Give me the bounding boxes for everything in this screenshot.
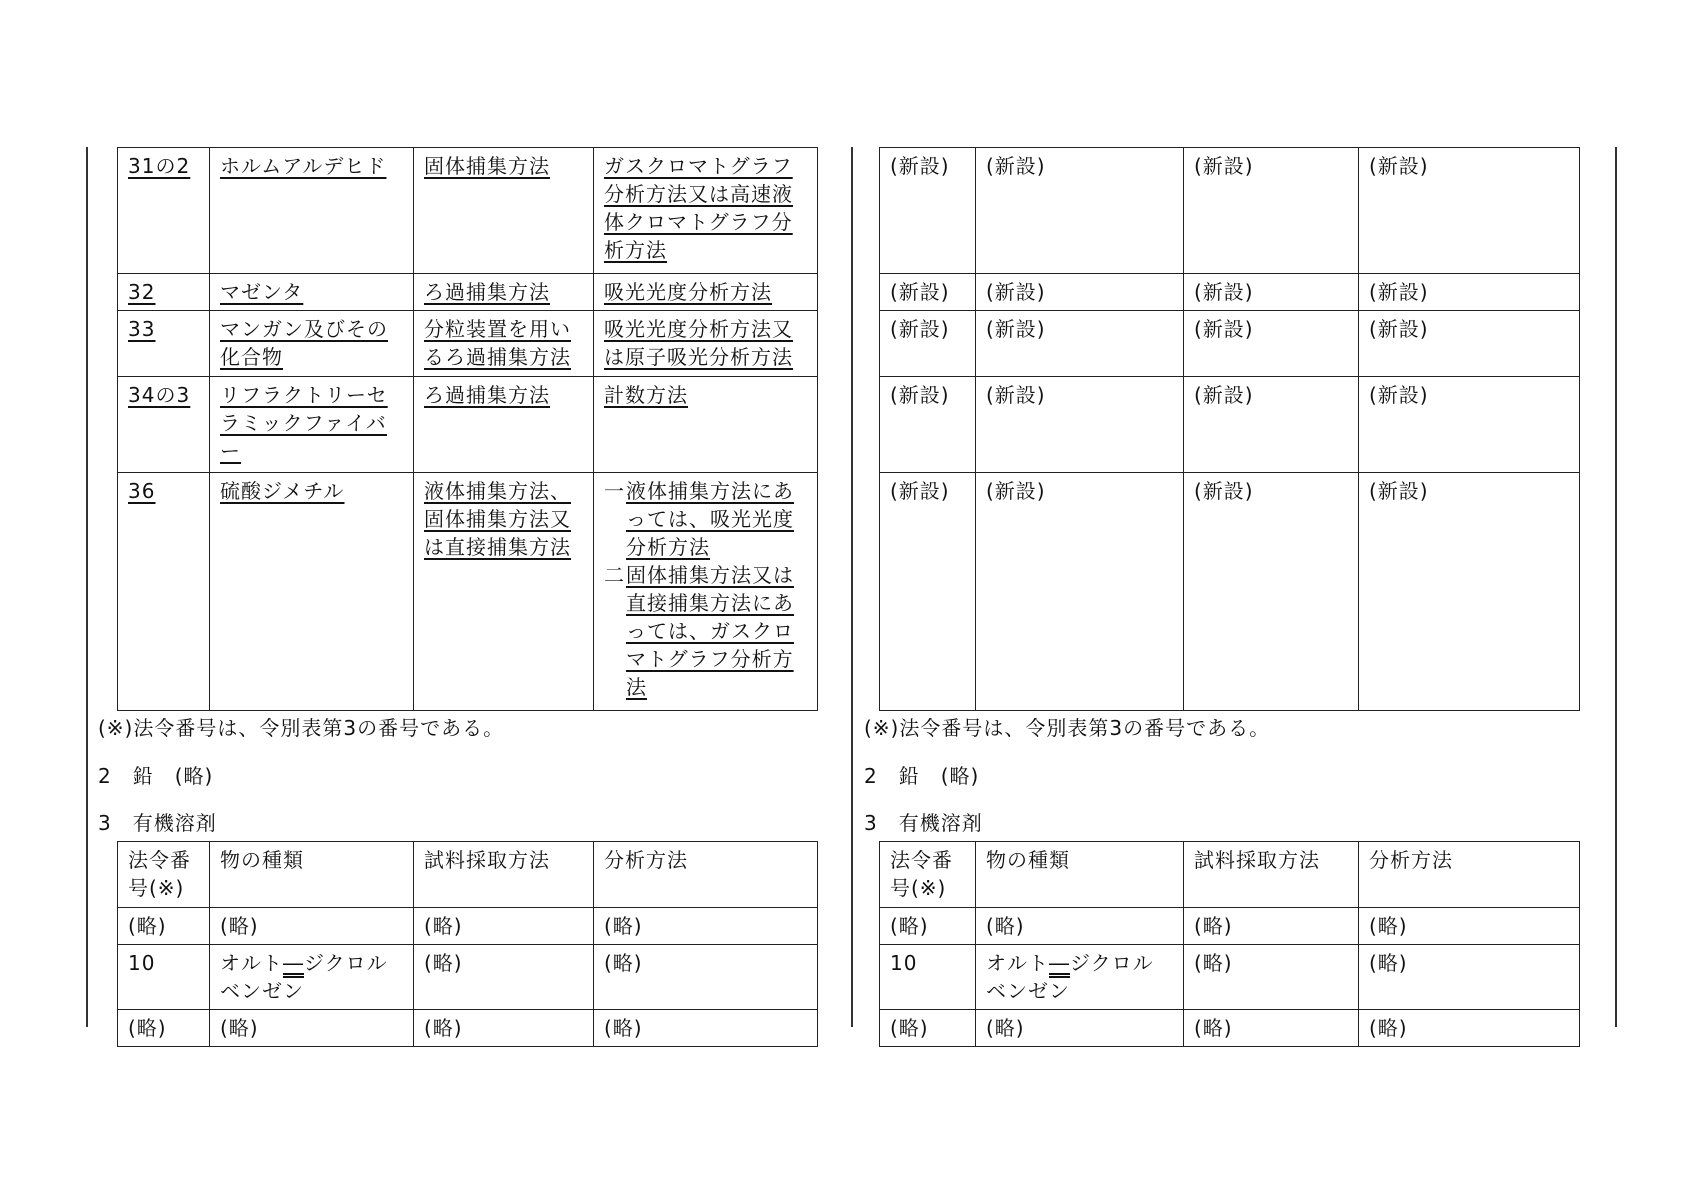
cell-new: (新設): [1184, 377, 1359, 473]
analysis-method: (略): [1359, 1010, 1580, 1047]
table-row: [880, 473, 1580, 711]
analysis-method: 吸光光度分析方法又は原子吸光分析方法: [604, 317, 793, 369]
analysis-item: [604, 561, 807, 701]
cell-new: (新設): [1359, 377, 1580, 473]
analysis-method: (略): [594, 1010, 818, 1047]
law-number: 10: [118, 945, 210, 1010]
law-number: 36: [128, 479, 156, 503]
center-rule: [851, 147, 853, 1027]
analysis-item: [604, 477, 807, 561]
law-number: 10: [880, 945, 976, 1010]
left-table-organic-solvents: [117, 841, 818, 1047]
table-header-row: [118, 842, 818, 908]
header-law-number: 法令番号(※): [128, 848, 191, 900]
left-footnote: (※)法令番号は、令別表第3の番号である。: [98, 716, 505, 740]
table-row: [880, 377, 1580, 473]
table-row: [880, 148, 1580, 274]
analysis-method: (略): [1359, 945, 1580, 1010]
header-sampling-method: 試料採取方法: [424, 848, 550, 872]
substance-type: オルト―ジクロルベンゼン: [976, 945, 1184, 1010]
table-row: [118, 945, 818, 1010]
cell-new: (新設): [1359, 311, 1580, 377]
sampling-method: 固体捕集方法: [424, 154, 550, 178]
cell-new: (新設): [1359, 148, 1580, 274]
item-text: 液体捕集方法にあっては、吸光光度分析方法: [626, 479, 794, 559]
left-section-3: 3 有機溶剤: [98, 811, 217, 835]
cell-new: (新設): [976, 148, 1184, 274]
cell-new: (新設): [976, 377, 1184, 473]
left-margin-rule: [86, 147, 88, 1027]
cell-new: (新設): [1184, 148, 1359, 274]
substance-type: 硫酸ジメチル: [220, 479, 345, 503]
substance-type: マゼンタ: [220, 280, 304, 304]
table-row: [118, 473, 818, 711]
sampling-method: (略): [414, 945, 594, 1010]
right-table-organic-solvents: [879, 841, 1580, 1047]
table-row: [118, 311, 818, 377]
cell-new: (新設): [880, 274, 976, 311]
left-section-2: 2 鉛 (略): [98, 764, 214, 788]
law-number: (略): [118, 1010, 210, 1047]
item-text: 固体捕集方法又は直接捕集方法にあっては、ガスクロマトグラフ分析方法: [626, 563, 794, 699]
sampling-method: (略): [414, 1010, 594, 1047]
law-number: (略): [880, 1010, 976, 1047]
cell-new: (新設): [1184, 311, 1359, 377]
substance-type: (略): [210, 1010, 414, 1047]
item-number: 二: [604, 563, 625, 587]
right-section-2: 2 鉛 (略): [864, 764, 980, 788]
cell-new: (新設): [976, 274, 1184, 311]
cell-new: (新設): [880, 473, 976, 711]
table-row: [880, 311, 1580, 377]
header-law-number: 法令番号(※): [890, 848, 953, 900]
sampling-method: (略): [1184, 908, 1359, 945]
cell-new: (新設): [1184, 274, 1359, 311]
law-number: 32: [128, 280, 156, 304]
cell-new: (新設): [976, 473, 1184, 711]
sampling-method: (略): [1184, 1010, 1359, 1047]
analysis-method: 計数方法: [604, 383, 688, 407]
cell-new: (新設): [880, 377, 976, 473]
sampling-method: (略): [1184, 945, 1359, 1010]
sampling-method: 液体捕集方法、固体捕集方法又は直接捕集方法: [424, 479, 571, 559]
right-section-3: 3 有機溶剤: [864, 811, 983, 835]
law-number: (略): [118, 908, 210, 945]
header-sampling-method: 試料採取方法: [1194, 848, 1320, 872]
left-table-measurement-methods: [117, 147, 818, 711]
sampling-method: (略): [414, 908, 594, 945]
item-number: 一: [604, 479, 625, 503]
analysis-method: 吸光光度分析方法: [604, 280, 772, 304]
table-row: [118, 908, 818, 945]
law-number: 33: [128, 317, 156, 341]
analysis-method: ガスクロマトグラフ分析方法又は高速液体クロマトグラフ分析方法: [604, 154, 793, 262]
sampling-method: 分粒装置を用いるろ過捕集方法: [424, 317, 571, 369]
substance-type: ホルムアルデヒド: [220, 154, 387, 178]
header-substance-type: 物の種類: [986, 848, 1070, 872]
cell-new: (新設): [976, 311, 1184, 377]
sampling-method: ろ過捕集方法: [424, 383, 550, 407]
analysis-method: (略): [594, 945, 818, 1010]
header-substance-type: 物の種類: [220, 848, 304, 872]
right-footnote: (※)法令番号は、令別表第3の番号である。: [864, 716, 1271, 740]
cell-new: (新設): [880, 311, 976, 377]
substance-type: リフラクトリーセラミックファイバー: [220, 383, 388, 463]
substance-type: マンガン及びその化合物: [220, 317, 388, 369]
right-margin-rule: [1615, 147, 1617, 1027]
table-row: [880, 1010, 1580, 1047]
header-analysis-method: 分析方法: [604, 848, 688, 872]
cell-new: (新設): [1184, 473, 1359, 711]
table-row: [880, 908, 1580, 945]
sampling-method: ろ過捕集方法: [424, 280, 550, 304]
substance-type: (略): [976, 908, 1184, 945]
table-row: [118, 148, 818, 274]
header-analysis-method: 分析方法: [1369, 848, 1453, 872]
substance-type: オルト―ジクロルベンゼン: [210, 945, 414, 1010]
law-number: 34の3: [128, 383, 191, 407]
cell-new: (新設): [880, 148, 976, 274]
table-row: [118, 1010, 818, 1047]
table-row: [118, 377, 818, 473]
table-header-row: [880, 842, 1580, 908]
table-row: [880, 274, 1580, 311]
table-row: [118, 274, 818, 311]
cell-new: (新設): [1359, 473, 1580, 711]
analysis-method: (略): [1359, 908, 1580, 945]
substance-type: (略): [210, 908, 414, 945]
cell-new: (新設): [1359, 274, 1580, 311]
law-number: (略): [880, 908, 976, 945]
analysis-method: (略): [594, 908, 818, 945]
law-number: 31の2: [128, 154, 191, 178]
table-row: [880, 945, 1580, 1010]
right-table-measurement-methods: [879, 147, 1580, 711]
substance-type: (略): [976, 1010, 1184, 1047]
